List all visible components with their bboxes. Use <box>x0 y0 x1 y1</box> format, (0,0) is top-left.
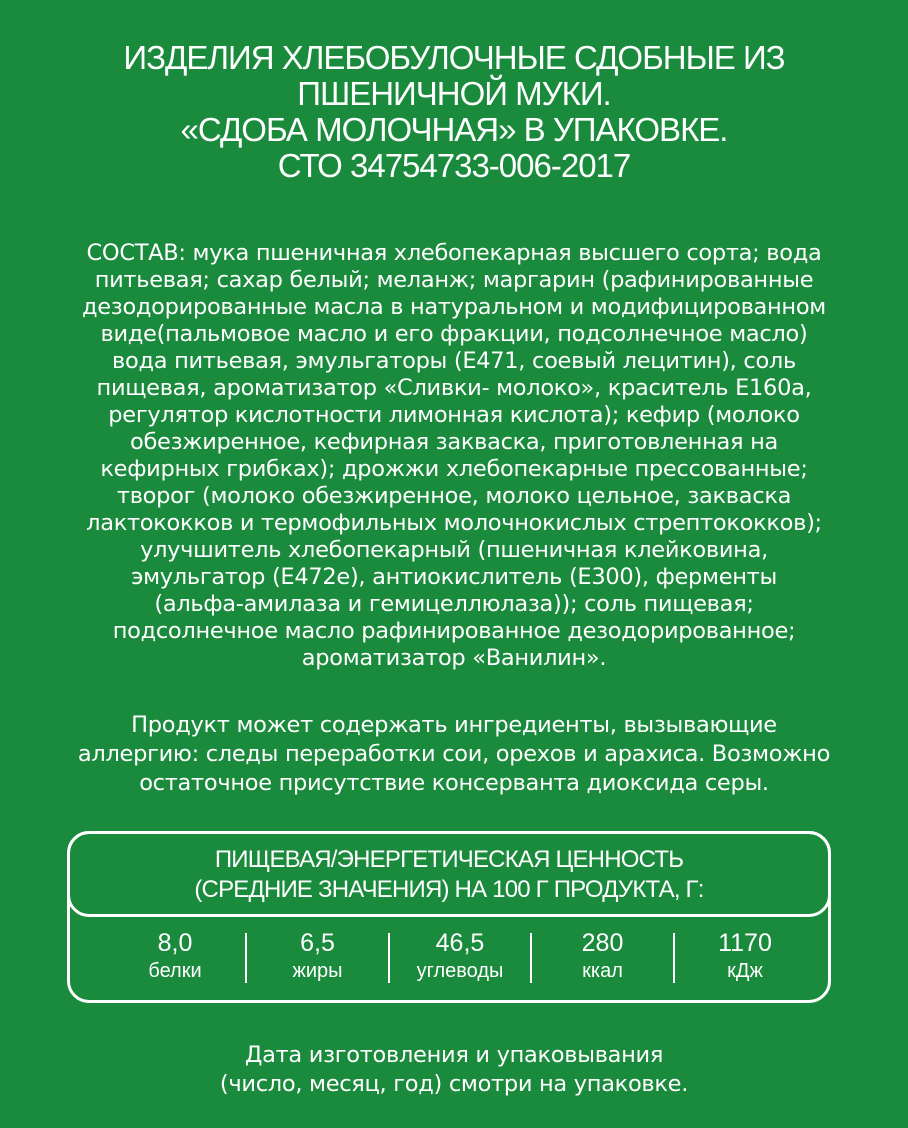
composition-line: регулятор кислотности лимонная кислота); кефир (молоко <box>108 402 800 428</box>
nutrition-item-kj <box>690 929 800 985</box>
nutrition-value: 1170 <box>718 929 772 957</box>
nutrition-label: жиры <box>292 960 343 982</box>
nutrition-value: 8,0 <box>157 929 193 957</box>
nutrition-item-kcal <box>548 929 658 985</box>
nutrition-label: кДж <box>727 960 763 982</box>
composition-line: (альфа-амилаза и гемицеллюлаза)); соль пищевая; <box>154 591 754 617</box>
divider <box>673 933 675 983</box>
composition-line: питьевая; сахар белый; меланж; маргарин (рафинированные <box>94 267 814 293</box>
nutrition-value: 280 <box>581 929 624 957</box>
nutrition-item-carbs <box>405 929 515 985</box>
composition-line: дезодорированные масла в натуральном и модифицированном <box>82 294 826 320</box>
allergy-line: остаточное присутствие консерванта диоксида серы. <box>139 770 769 796</box>
composition-line: ароматизатор «Ванилин». <box>301 645 607 671</box>
nutrition-value: 46,5 <box>435 929 485 957</box>
composition-line: улучшитель хлебопекарный (пшеничная клейковина, <box>140 537 768 563</box>
nutrition-header-line: (СРЕДНИЕ ЗНАЧЕНИЯ) НА 100 Г ПРОДУКТА, Г: <box>194 876 704 903</box>
composition-line: СОСТАВ: мука пшеничная хлебопекарная высшего сорта; вода <box>86 240 822 266</box>
divider <box>245 933 247 983</box>
product-title <box>0 40 908 184</box>
composition-line: творог (молоко обезжиренное, молоко цельное, закваска <box>116 483 792 509</box>
nutrition-label: белки <box>148 960 202 982</box>
composition-line: подсолнечное масло рафинированное дезодорированное; <box>112 618 796 644</box>
nutrition-label: углеводы <box>416 960 504 982</box>
composition-line: обезжиренное, кефирная закваска, приготовленная на <box>130 429 778 455</box>
composition-line: вода питьевая, эмульгаторы (Е471, соевый лецитин), соль <box>112 348 796 374</box>
footer-line: (число, месяц, год) смотри на упаковке. <box>219 1071 689 1097</box>
title-line: ПШЕНИЧНОЙ МУКИ. <box>297 75 611 112</box>
title-line: СТО 34754733-006-2017 <box>277 147 631 184</box>
title-line: «СДОБА МОЛОЧНАЯ» В УПАКОВКЕ. <box>180 111 728 148</box>
composition-line: лактококков и термофильных молочнокислых стрептококков); <box>86 510 822 536</box>
nutrition-header-line: ПИЩЕВАЯ/ЭНЕРГЕТИЧЕСКАЯ ЦЕННОСТЬ <box>214 846 684 873</box>
divider <box>388 933 390 983</box>
composition-text <box>20 240 888 672</box>
allergy-line: аллергию: следы переработки сои, орехов и арахиса. Возможно <box>77 741 831 767</box>
nutrition-header <box>67 831 831 917</box>
composition-line: эмульгатор (Е472е), антиокислитель (Е300), ферменты <box>131 564 777 590</box>
nutrition-item-protein <box>120 929 230 985</box>
production-date-note <box>0 1041 908 1099</box>
nutrition-item-fat <box>263 929 373 985</box>
allergy-line: Продукт может содержать ингредиенты, вызывающие <box>131 712 777 738</box>
nutrition-table <box>67 831 831 1003</box>
nutrition-values-row <box>120 929 800 989</box>
nutrition-label: ккал <box>582 960 623 982</box>
composition-line: пищевая, ароматизатор «Сливки- молоко», краситель Е160а, <box>96 375 812 401</box>
nutrition-value: 6,5 <box>300 929 335 957</box>
composition-line: виде(пальмовое масло и его фракции, подсолнечное масло) <box>100 321 808 347</box>
title-line: ИЗДЕЛИЯ ХЛЕБОБУЛОЧНЫЕ СДОБНЫЕ ИЗ <box>123 39 785 76</box>
allergy-warning <box>20 711 888 798</box>
composition-line: кефирных грибках); дрожжи хлебопекарные прессованные; <box>100 456 808 482</box>
divider <box>530 933 532 983</box>
footer-line: Дата изготовления и упаковывания <box>244 1042 664 1068</box>
